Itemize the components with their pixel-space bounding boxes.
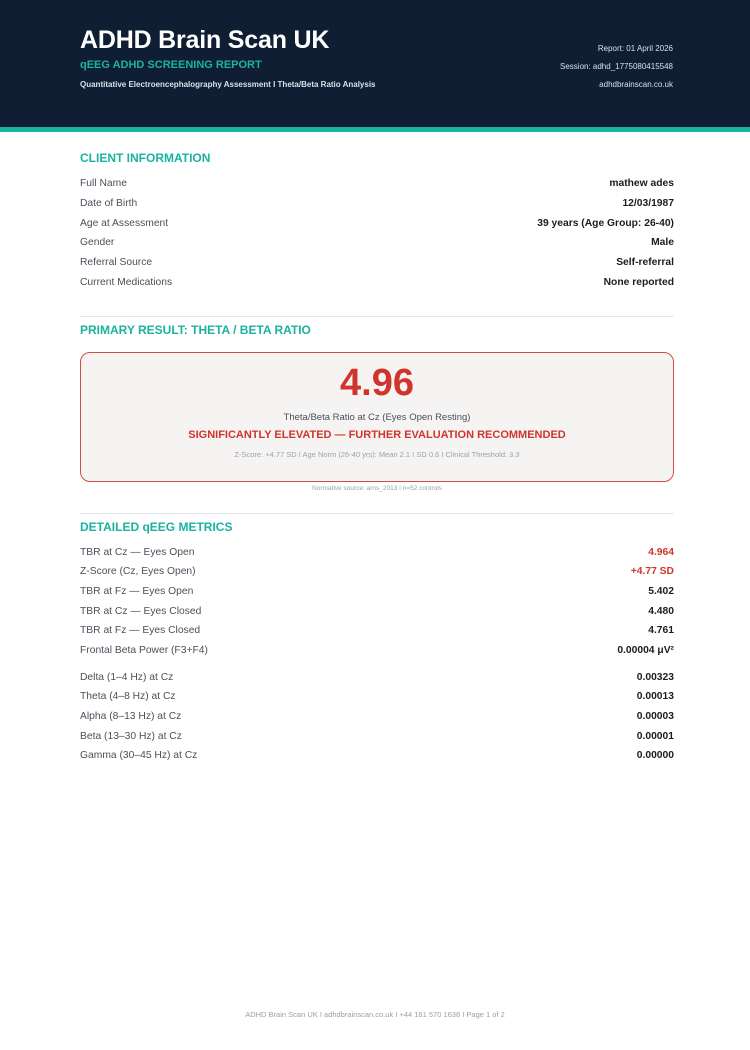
section-divider <box>80 513 674 514</box>
client-row-age <box>80 214 674 234</box>
band-row <box>80 668 674 688</box>
row-value: 39 years (Age Group: 26-40) <box>537 218 674 230</box>
band-label: Alpha (8–13 Hz) at Cz <box>80 711 182 723</box>
row-label: Referral Source <box>80 257 153 269</box>
report-date: Report: 01 April 2026 <box>597 44 673 53</box>
tbr-stats: Z-Score: +4.77 SD I Age Norm (26-40 yrs): Mean 2.1 I SD 0.6 I Clinical Threshold: 3.3 <box>234 450 520 459</box>
metric-value: +4.77 SD <box>630 566 674 578</box>
page-footer: ADHD Brain Scan UK I adhdbrainscan.co.uk I +44 161 570 1638 I Page 1 of 2 <box>245 1010 505 1019</box>
metric-label: TBR at Cz — Eyes Open <box>80 547 195 559</box>
website-link[interactable]: adhdbrainscan.co.uk <box>599 80 673 89</box>
row-label: Full Name <box>80 178 127 190</box>
report-type: qEEG ADHD SCREENING REPORT <box>80 59 262 71</box>
metric-row <box>80 543 674 563</box>
brand-title: ADHD Brain Scan UK <box>80 26 330 54</box>
report-header <box>0 0 750 127</box>
metric-label: TBR at Fz — Eyes Closed <box>80 625 201 637</box>
metric-row <box>80 602 674 622</box>
metric-row <box>80 641 674 661</box>
client-row-referral <box>80 253 674 273</box>
row-label: Age at Assessment <box>80 218 169 230</box>
row-label: Date of Birth <box>80 198 138 210</box>
metric-value: 5.402 <box>648 586 674 598</box>
band-label: Theta (4–8 Hz) at Cz <box>80 691 176 703</box>
band-value: 0.00001 <box>636 731 674 743</box>
metric-row <box>80 562 674 582</box>
normative-source: Normative source: arns_2013 I n=52 controls <box>312 485 442 492</box>
row-value: 12/03/1987 <box>622 198 674 210</box>
band-value: 0.00013 <box>636 691 674 703</box>
band-row <box>80 707 674 727</box>
metric-row <box>80 621 674 641</box>
row-value: Male <box>651 237 674 249</box>
client-row-dob <box>80 194 674 214</box>
row-value: mathew ades <box>609 178 674 190</box>
session-id: Session: adhd_1775080415548 <box>560 62 673 71</box>
band-value: 0.00003 <box>636 711 674 723</box>
metric-row <box>80 582 674 602</box>
section-divider <box>80 316 674 317</box>
client-row-full-name <box>80 174 674 194</box>
band-label: Gamma (30–45 Hz) at Cz <box>80 750 198 762</box>
row-label: Gender <box>80 237 115 249</box>
metric-value: 0.00004 μV² <box>617 645 674 657</box>
primary-result-box <box>80 352 674 482</box>
tbr-value: 4.96 <box>340 362 414 404</box>
tbr-caption: Theta/Beta Ratio at Cz (Eyes Open Resting) <box>283 412 471 423</box>
band-label: Beta (13–30 Hz) at Cz <box>80 731 182 743</box>
band-label: Delta (1–4 Hz) at Cz <box>80 672 174 684</box>
row-label: Current Medications <box>80 277 173 289</box>
band-row <box>80 746 674 766</box>
row-value: None reported <box>603 277 674 289</box>
tbr-alert: SIGNIFICANTLY ELEVATED — FURTHER EVALUATION RECOMMENDED <box>188 429 566 441</box>
client-row-medications <box>80 273 674 293</box>
metric-value: 4.761 <box>648 625 674 637</box>
client-row-gender <box>80 233 674 253</box>
client-section-title: CLIENT INFORMATION <box>80 151 211 165</box>
metric-label: TBR at Cz — Eyes Closed <box>80 606 202 618</box>
metric-label: TBR at Fz — Eyes Open <box>80 586 194 598</box>
metric-label: Frontal Beta Power (F3+F4) <box>80 645 208 657</box>
report-subtitle: Quantitative Electroencephalography Assessment I Theta/Beta Ratio Analysis <box>80 80 376 89</box>
band-value: 0.00000 <box>636 750 674 762</box>
primary-section-title: PRIMARY RESULT: THETA / BETA RATIO <box>80 323 311 337</box>
band-value: 0.00323 <box>636 672 674 684</box>
metric-label: Z-Score (Cz, Eyes Open) <box>80 566 196 578</box>
metric-value: 4.964 <box>648 547 674 559</box>
report-meta <box>560 40 673 94</box>
metric-value: 4.480 <box>648 606 674 618</box>
header-accent-stripe <box>0 127 750 132</box>
band-row <box>80 727 674 747</box>
band-row <box>80 687 674 707</box>
metrics-section-title: DETAILED qEEG METRICS <box>80 520 233 534</box>
row-value: Self-referral <box>616 257 674 269</box>
